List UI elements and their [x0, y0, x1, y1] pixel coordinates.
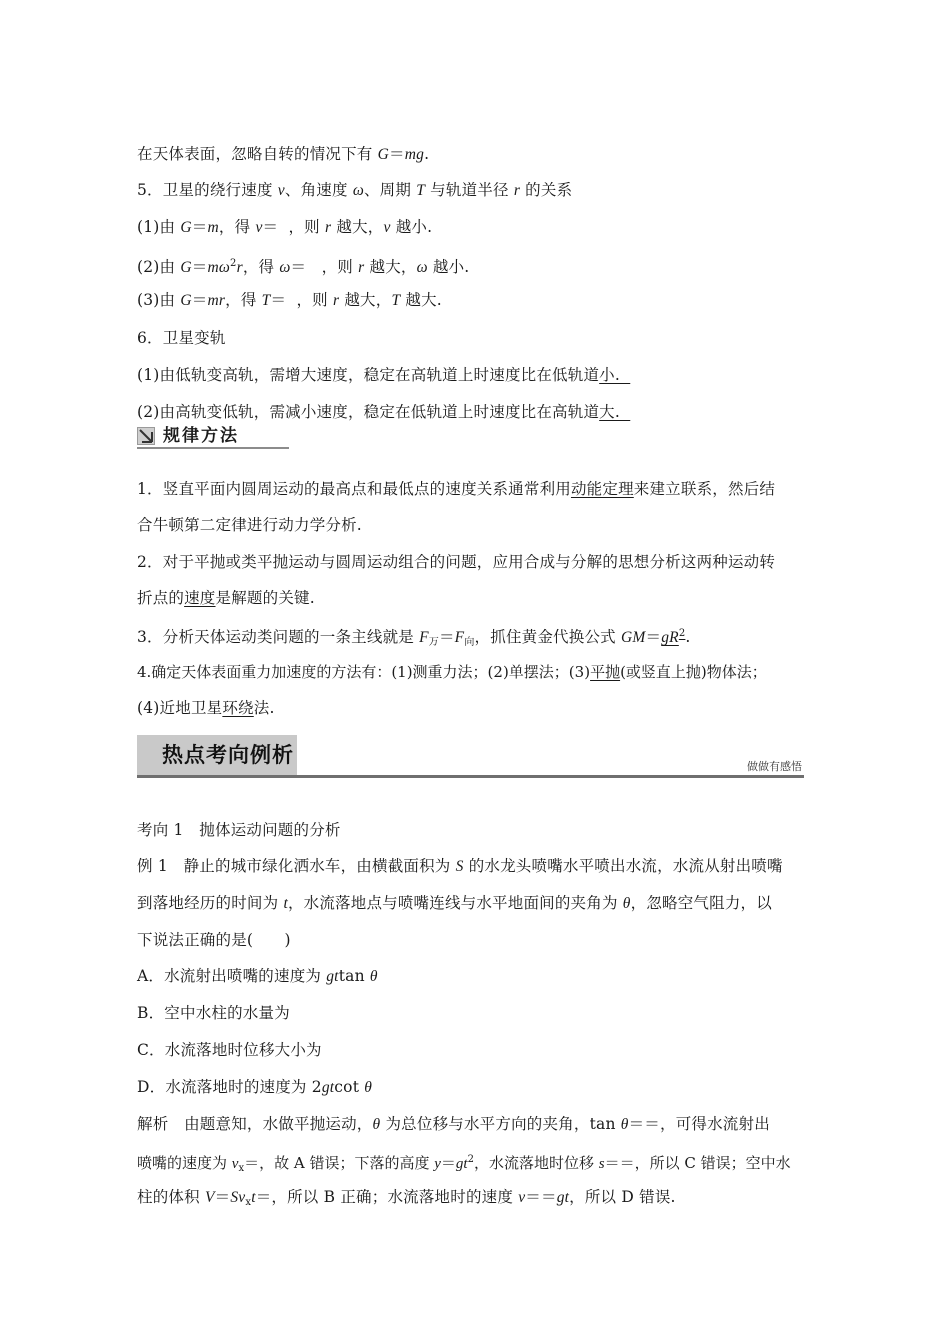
method-line-3: 3．分析天体运动类问题的一条主线就是 $F_万=F_向$，抓住黄金代换公式 $GM=gR^2$. — [137, 628, 691, 648]
question-line-3: 下说法正确的是( ) — [137, 931, 291, 949]
text-line-orbit-change-heading: 6．卫星变轨 — [137, 329, 226, 347]
banner-tag: 做做有感悟 — [747, 760, 802, 773]
solution-line-2: 喷嘴的速度为 $v_x=$，故 A 错误；下落的高度 $y=gt^2$，水流落地时位移 s＝＝，所以 C 错误；空中水 — [137, 1154, 791, 1174]
example-heading: 考向 1 抛体运动问题的分析 — [137, 821, 341, 839]
option-b: B．空中水柱的水量为 — [137, 1004, 290, 1022]
method-line-4a: 4.确定天体表面重力加速度的方法有：(1)测重力法；(2)单摆法；(3)平抛(或竖直上抛)物体法； — [137, 663, 767, 681]
solution-line-1: 解析 由题意知，水做平抛运动，θ 为总位移与水平方向的夹角，tan θ＝＝，可得水流射出 — [137, 1115, 770, 1133]
question-line-2: 到落地经历的时间为 t，水流落地点与喷嘴连线与水平地面间的夹角为 θ，忽略空气阻力，以 — [137, 894, 772, 912]
text-line-angular-velocity: (2)由 $G=m\omega^2r$，得 ω＝ ，则 r 越大，ω 越小. — [137, 258, 470, 276]
option-c: C．水流落地时位移大小为 — [137, 1041, 322, 1059]
section-marker-icon — [137, 427, 155, 445]
method-line-1a: 1．竖直平面内圆周运动的最高点和最低点的速度关系通常利用动能定理来建立联系，然后结 — [137, 480, 776, 498]
banner-title: 热点考向例析 — [162, 743, 294, 767]
option-a: A．水流射出喷嘴的速度为 gttan θ — [137, 967, 378, 985]
banner-rule — [137, 775, 804, 778]
section-title: 规律方法 — [163, 426, 239, 446]
section-rule — [137, 447, 289, 449]
banner-hot-topics — [137, 735, 804, 779]
method-line-2b: 折点的速度是解题的关键. — [137, 589, 315, 607]
text-line-satellite-relation: 5．卫星的绕行速度 v、角速度 ω、周期 T 与轨道半径 r 的关系 — [137, 181, 573, 199]
option-d: D．水流落地时的速度为 2gtcot θ — [137, 1078, 373, 1096]
text-line-surface-gravity: 在天体表面，忽略自转的情况下有 G＝mg. — [137, 145, 430, 163]
solution-line-3: 柱的体积 $V=Sv_xt=$，所以 B 正确；水流落地时的速度 v＝＝gt，所以 D 错误. — [137, 1188, 676, 1208]
question-line-1: 例 1 静止的城市绿化洒水车，由横截面积为 S 的水龙头喷嘴水平喷出水流，水流从射出喷嘴 — [137, 857, 783, 875]
method-line-2a: 2．对于平抛或类平抛运动与圆周运动组合的问题，应用合成与分解的思想分析这两种运动转 — [137, 553, 776, 571]
text-line-period: (3)由 G＝mr，得 T＝ ，则 r 越大，T 越大. — [137, 291, 442, 309]
method-line-4b: (4)近地卫星环绕法. — [137, 699, 275, 717]
text-line-velocity: (1)由 G＝m，得 v＝ ，则 r 越大，v 越小. — [137, 218, 433, 236]
text-line-high-to-low: (2)由高轨变低轨，需减小速度，稳定在低轨道上时速度比在高轨道大. — [137, 403, 620, 421]
text-line-low-to-high: (1)由低轨变高轨，需增大速度，稳定在高轨道上时速度比在低轨道小. — [137, 366, 620, 384]
section-header-method — [137, 425, 289, 449]
method-line-1b: 合牛顿第二定律进行动力学分析. — [137, 516, 362, 534]
